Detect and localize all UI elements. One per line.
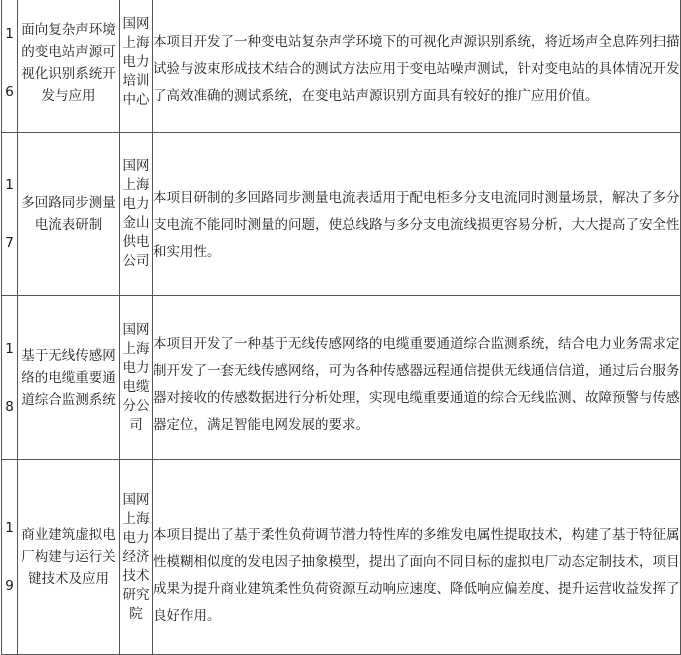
- project-name-cell: 面向复杂声环境的变电站声源可视化识别系统开发与应用: [18, 0, 120, 133]
- organization-cell: 国网上海电力电缆分公司: [120, 296, 153, 460]
- project-name-cell: 商业建筑虚拟电厂构建与运行关键技术及应用: [18, 460, 120, 655]
- description-cell: 本项目研制的多回路同步测量电流表适用于配电柜多分支电流同时测量场景，解决了多分支电流不能同时测量的问题，使总线路与多分支电流线损更容易分析，大大提高了安全性和实用性。: [153, 133, 681, 296]
- table-row: [2, 460, 681, 655]
- row-number-digit: 6: [5, 83, 14, 100]
- organization-cell: 国网上海电力培训中心: [120, 0, 153, 133]
- table-row: [2, 133, 681, 296]
- row-number-digit: 1: [5, 177, 14, 193]
- organization-cell: 国网上海电力金山供电公司: [120, 133, 153, 296]
- table-row: [2, 0, 681, 133]
- row-number-digit: 9: [5, 578, 14, 594]
- project-name-cell: 基于无线传感网络的电缆重要通道综合监测系统: [18, 296, 120, 460]
- row-number-digit: 7: [5, 235, 14, 251]
- description-cell: 本项目开发了一种变电站复杂声学环境下的可视化声源识别系统，将近场声全息阵列扫描试验与波束形成技术结合的测试方法应用于变电站噪声测试，针对变电站的具体情况开发了高效准确的测试系统，在变电站声源识别方面具有较好的推广应用价值。: [153, 0, 681, 133]
- row-number-digit: 1: [5, 25, 14, 42]
- row-number-digit: 1: [5, 520, 14, 536]
- row-number-cell: [2, 460, 18, 655]
- row-number-digit: 8: [5, 398, 14, 415]
- description-cell: 本项目提出了基于柔性负荷调节潜力特性库的多维发电属性提取技术，构建了基于特征属性模糊相似度的发电因子抽象模型，提出了面向不同目标的虚拟电厂动态定制技术，项目成果为提升商业建筑柔性负荷资源互动响应速度、降低响应偏差度、提升运营收益发挥了良好作用。: [153, 460, 681, 655]
- project-name-cell: 多回路同步测量电流表研制: [18, 133, 120, 296]
- description-cell: 本项目开发了一种基于无线传感网络的电缆重要通道综合监测系统，结合电力业务需求定制开发了一套无线传感网络，可为各种传感器远程通信提供无线通信信道，通过后台服务器对接收的传感数据进行分析处理，实现电缆重要通道的综合无线监测、故障预警与传感器定位，满足智能电网发展的要求。: [153, 296, 681, 460]
- row-number-cell: [2, 0, 18, 133]
- organization-cell: 国网上海电力经济技术研究院: [120, 460, 153, 655]
- award-table: [1, 0, 681, 655]
- row-number-cell: [2, 296, 18, 460]
- table-row: [2, 296, 681, 460]
- row-number-digit: 1: [5, 340, 14, 357]
- row-number-cell: [2, 133, 18, 296]
